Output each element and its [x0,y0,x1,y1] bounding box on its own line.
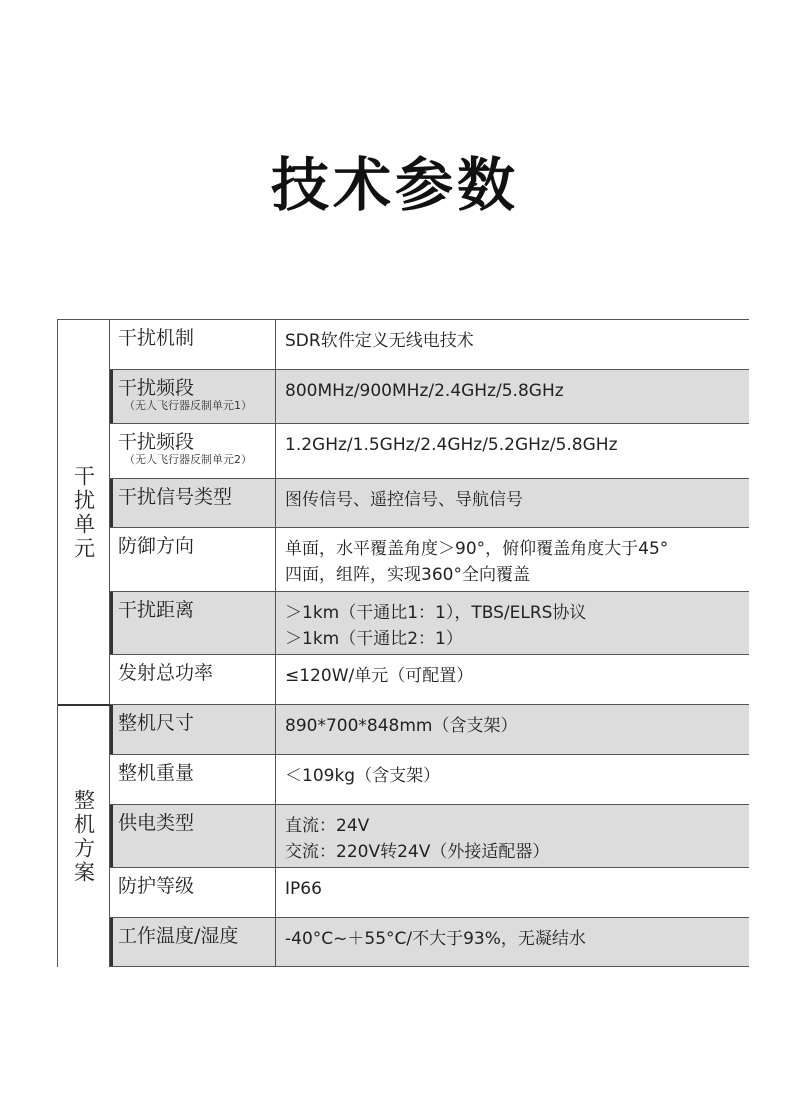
row-value: 890*700*848mm（含支架） [285,716,518,736]
row-value: ＞1km（干通比1：1），TBS/ELRS协议 [285,603,587,623]
table-row [110,528,749,592]
row-label-cell [110,370,276,423]
row-label: 干扰频段 [118,431,195,453]
page-title: 技术参数 [270,151,519,219]
row-value-cell [276,528,749,591]
row-label: 工作温度/湿度 [118,925,239,947]
table-row [110,918,749,966]
row-label-cell [110,805,276,867]
row-label: 防御方向 [118,535,195,557]
row-value: 800MHz/900MHz/2.4GHz/5.8GHz [285,381,564,401]
row-label: 干扰频段 [118,377,195,399]
row-label-cell [110,918,276,966]
row-value: 图传信号、遥控信号、导航信号 [285,490,523,510]
group-label: 整机方案 [71,788,96,885]
row-label: 整机尺寸 [118,712,195,734]
table-row [110,655,749,705]
row-value: ≤120W/单元（可配置） [285,666,474,686]
table-row [110,755,749,805]
spec-table [57,319,749,967]
row-value-cell [276,805,749,867]
row-label-cell [110,479,276,527]
row-value: ＜109kg（含支架） [285,766,441,786]
row-value-cell [276,755,749,804]
row-value: 四面，组阵，实现360°全向覆盖 [285,565,530,585]
row-value: 1.2GHz/1.5GHz/2.4GHz/5.2GHz/5.8GHz [285,435,618,455]
row-label-cell [110,320,276,369]
row-label-cell [110,592,276,654]
row-value: -40°C~＋55°C/不大于93%，无凝结水 [285,929,586,949]
row-label: 干扰机制 [118,327,195,349]
row-value-cell [276,918,749,966]
row-value: IP66 [285,879,322,899]
row-value-cell [276,868,749,917]
table-row [110,370,749,424]
row-value: SDR软件定义无线电技术 [285,331,474,351]
table-row [110,592,749,655]
table-row [110,868,749,918]
row-label-cell [110,655,276,704]
row-label: 干扰信号类型 [118,486,233,508]
row-sublabel: （无人飞行器反制单元1） [124,399,252,412]
table-row [110,424,749,479]
row-label: 干扰距离 [118,599,195,621]
row-label-cell [110,755,276,804]
row-label: 整机重量 [118,762,195,784]
row-label-cell [110,705,276,754]
row-label: 供电类型 [118,812,195,834]
row-label: 防护等级 [118,875,195,897]
row-value: 直流：24V [285,816,370,836]
row-value-cell [276,370,749,423]
row-label: 发射总功率 [118,662,214,684]
row-value-cell [276,479,749,527]
row-label-cell [110,868,276,917]
row-value-cell [276,320,749,369]
table-row [110,479,749,528]
row-value: ＞1km（干通比2：1） [285,629,463,649]
row-label-cell [110,528,276,591]
row-label-cell [110,424,276,478]
row-value-cell [276,592,749,654]
table-row [110,805,749,868]
row-value-cell [276,705,749,754]
row-sublabel: （无人飞行器反制单元2） [124,453,252,466]
row-value-cell [276,655,749,704]
row-value: 单面，水平覆盖角度＞90°，俯仰覆盖角度大于45° [285,539,669,559]
row-value-cell [276,424,749,478]
group-jamming-unit [58,320,110,705]
group-label: 干扰单元 [71,464,96,561]
row-value: 交流：220V转24V（外接适配器） [285,842,550,862]
table-row [110,320,749,370]
group-whole-machine [58,706,110,967]
table-row [110,705,749,755]
